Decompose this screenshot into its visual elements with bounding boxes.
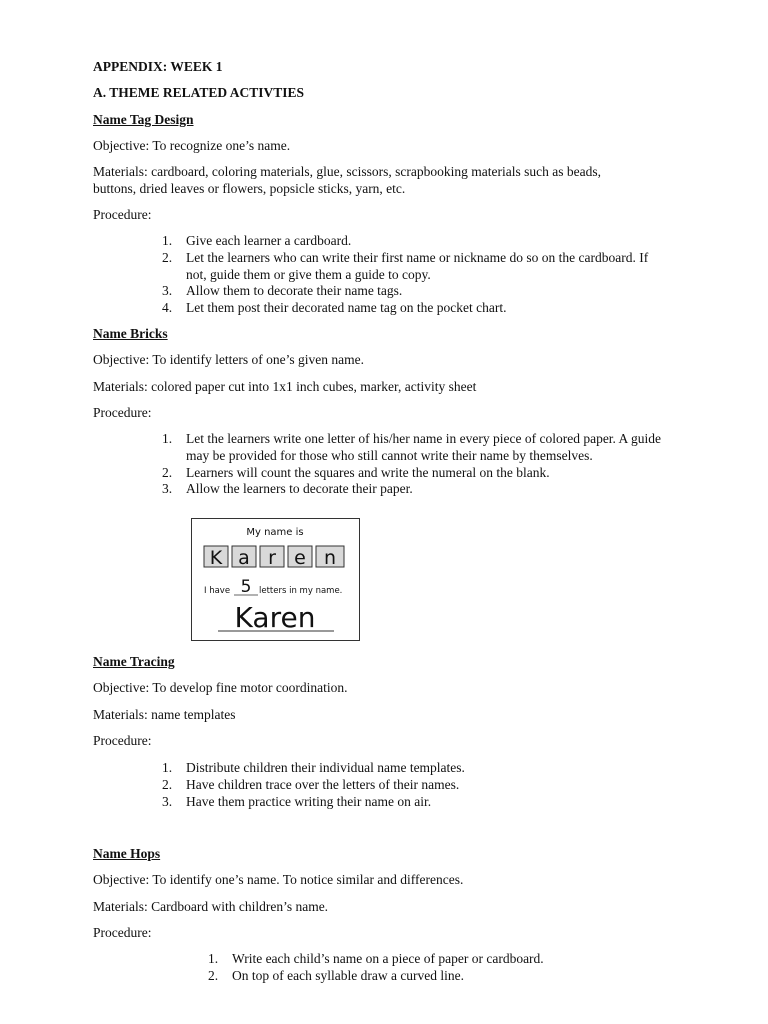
activity-materials: Materials: colored paper cut into 1x1 inch cubes, marker, activity sheet (93, 379, 477, 394)
activity-title-name-tag-design: Name Tag Design (93, 112, 194, 127)
letter-text: r (268, 547, 276, 569)
section-title: A. THEME RELATED ACTIVTIES (93, 85, 305, 100)
activity-objective: Objective: To identify letters of one’s given name. (93, 352, 364, 367)
letter-text: e (294, 547, 306, 569)
activity-materials: Materials: name templates (93, 707, 236, 722)
activity-title-name-bricks: Name Bricks (93, 326, 168, 341)
activity-title-name-hops: Name Hops (93, 846, 161, 861)
activity-objective: Objective: To recognize one’s name. (93, 138, 291, 153)
letter-text: a (238, 547, 250, 569)
procedure-label: Procedure: (93, 925, 152, 940)
name-card-drawing (192, 519, 358, 639)
procedure-step: 2. Learners will count the squares and write the numeral on the blank. (162, 464, 550, 480)
procedure-list (162, 760, 662, 810)
procedure-list (162, 431, 662, 498)
procedure-step: 3. Have them practice writing their name on air. (162, 793, 432, 809)
appendix-title: APPENDIX: WEEK 1 (93, 59, 223, 74)
name-card-letters-text: letters in my name. (259, 586, 343, 596)
procedure-label: Procedure: (93, 733, 152, 748)
procedure-step: 1. Give each learner a cardboard. (162, 233, 352, 248)
procedure-step: 1. Let the learners write one letter of his/her name in every piece of colored paper. A guide may be provided for those who still cannot write their name by themselves. (162, 431, 661, 463)
procedure-label: Procedure: (93, 405, 152, 420)
procedure-step: 1. Distribute children their individual name templates. (162, 760, 465, 775)
procedure-step: 2. Have children trace over the letters of their names. (162, 776, 460, 792)
written-name: Karen (234, 601, 316, 634)
activity-materials-cont: buttons, dried leaves or flowers, popsicle sticks, yarn, etc. (93, 181, 406, 196)
procedure-list (162, 233, 662, 317)
procedure-step: 1. Write each child’s name on a piece of paper or cardboard. (208, 951, 544, 966)
procedure-step: 3. Allow the learners to decorate their paper. (162, 481, 413, 497)
letter-text: K (209, 547, 223, 569)
letter-boxes (204, 546, 344, 569)
procedure-label: Procedure: (93, 207, 152, 222)
procedure-step: 2. On top of each syllable draw a curved line. (208, 967, 465, 983)
letter-count: 5 (240, 577, 252, 597)
procedure-list (208, 951, 708, 985)
letter-text: n (323, 547, 337, 569)
name-card-illustration (191, 518, 360, 641)
activity-materials: Materials: Cardboard with children’s name. (93, 899, 329, 914)
procedure-step: 3. Allow them to decorate their name tags. (162, 283, 403, 299)
activity-objective: Objective: To develop fine motor coordination. (93, 680, 348, 695)
procedure-step: 2. Let the learners who can write their first name or nickname do so on the cardboard. If not, guide them or give them a guide to copy. (162, 249, 649, 282)
name-card-heading: My name is (246, 527, 304, 538)
name-card-i-have: I have (204, 586, 231, 596)
activity-title-name-tracing: Name Tracing (93, 654, 175, 669)
activity-objective: Objective: To identify one’s name. To notice similar and differences. (93, 872, 464, 887)
activity-materials: Materials: cardboard, coloring materials, glue, scissors, scrapbooking materials such as beads, (93, 164, 601, 179)
procedure-step: 4. Let them post their decorated name tag on the pocket chart. (162, 300, 507, 316)
